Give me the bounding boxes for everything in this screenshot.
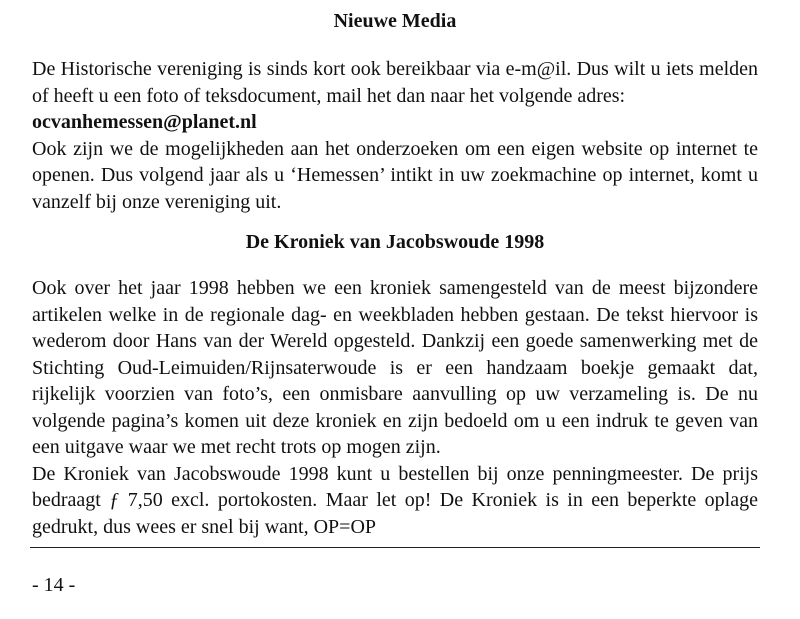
section-title-nieuwe-media: Nieuwe Media — [333, 10, 457, 32]
document-page — [32, 8, 758, 540]
email-address: ocvanhemessen@planet.nl — [32, 111, 257, 133]
nieuwe-media-intro-text: De Historische vereniging is sinds kort ook bereikbaar via e-m@il. Dus wilt u iets melden of heeft u een foto of teksdocument, mail het dan naar het volgende adres: — [32, 58, 758, 107]
footer-divider — [30, 547, 760, 548]
section-title-kroniek: De Kroniek van Jacobswoude 1998 — [245, 231, 545, 253]
kroniek-order-text-before: De Kroniek van Jacobswoude 1998 kunt u bestellen bij onze penningmeester. De prijs bedraagt — [32, 462, 758, 511]
website-text: Ook zijn we de mogelijkheden aan het onderzoeken om een eigen website op internet te openen. Dus volgend jaar als u ‘Hemessen’ intikt in uw zoekmachine op internet, komt u vanzelf bij onze vereniging uit. — [32, 137, 758, 213]
kroniek-paragraph: Ook over het jaar 1998 hebben we een kroniek samengesteld van de meest bijzondere artikelen welke in de regionale dag- en weekbladen hebben gestaan. De tekst hiervoor is wederom door Hans van der Wereld opgesteld. Dankzij een goede samenwerking met de Stichting Oud-Leimuiden/Rijnsaterwoude is er een handzaam boekje gemaakt dat, rijkelijk voorzien van foto’s, een onmisbare aanvulling op uw verzameling is. De nu volgende pagina’s komen uit deze kroniek en zijn bedoeld om u een indruk te geven van een uitgave waar we met recht trots op mogen zijn. — [32, 277, 758, 458]
kroniek-order-paragraph — [32, 461, 758, 541]
kroniek-order-text-after: 7,50 excl. portokosten. Maar let op! De Kroniek is in een beperkte oplage gedrukt, dus wees er snel bij want, OP=OP — [32, 489, 758, 538]
guilder-symbol: ƒ — [109, 489, 120, 511]
nieuwe-media-paragraph — [32, 56, 758, 215]
page-number: - 14 - — [32, 574, 76, 596]
